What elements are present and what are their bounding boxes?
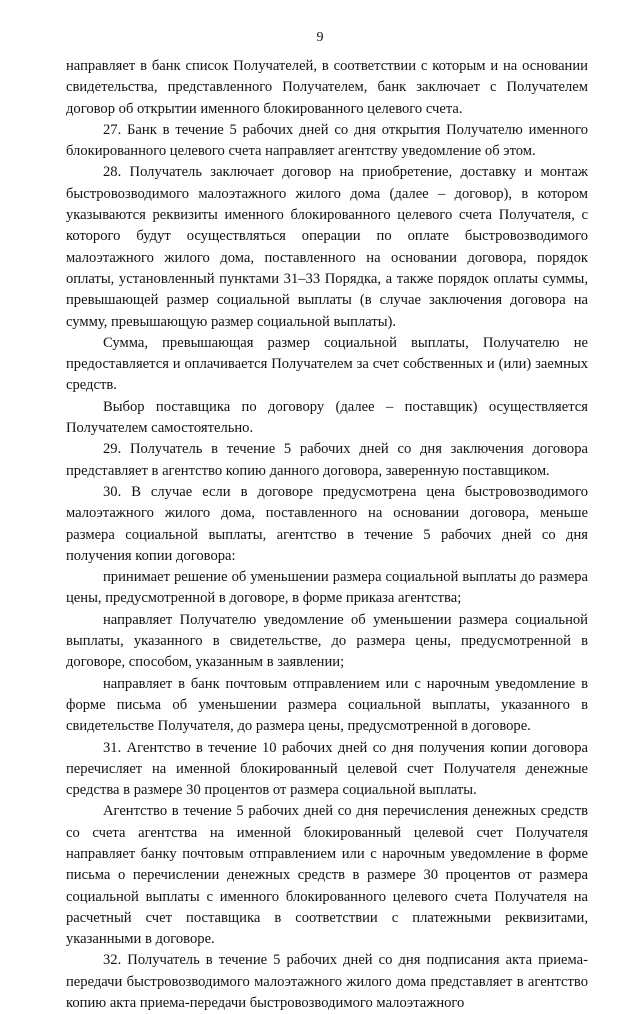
paragraph-28-amount: Сумма, превышающая размер социальной выплаты, Получателю не предоставляется и оплачивается Получателем за счет собственных и (или) заемных средств. [66, 334, 588, 394]
paragraph-28: 28. Получатель заключает договор на приобретение, доставку и монтаж быстровозводимого малоэтажного жилого дома (далее – договор), в котором указываются реквизиты именного блокированного целевого счета Получателя, с которого будут осуществляться операции по оплате быстровозводимого малоэтажного жилого дома, поставленного на основании договора, порядок оплаты, установленный пунктами 31–33 Порядка, а также порядок оплаты суммы, превышающей размер социальной выплаты (в случае заключения договора на сумму, превышающую размер социальной выплаты). [66, 164, 588, 330]
paragraph-continuation: направляет в банк список Получателей, в соответствии с которым и на основании свидетельства, представленного Получателем, банк заключает с Получателем договор об открытии именного блокированного целевого счета. [66, 58, 588, 117]
paragraph-30-item-3: направляет в банк почтовым отправлением или с нарочным уведомление в форме письма об уменьшении размера социальной выплаты, указанного в свидетельстве Получателя, до размера цены, предусмотренной в договоре. [66, 675, 588, 735]
paragraph-27: 27. Банк в течение 5 рабочих дней со дня открытия Получателю именного блокированного целевого счета направляет агентству уведомление об этом. [66, 121, 588, 160]
paragraph-28-supplier: Выбор поставщика по договору (далее – поставщик) осуществляется Получателем самостоятельно. [66, 398, 588, 437]
page-number: 9 [316, 30, 324, 45]
paragraph-29: 29. Получатель в течение 5 рабочих дней со дня заключения договора представляет в агентство копию данного договора, заверенную поставщиком. [66, 441, 588, 479]
paragraph-30-item-2: направляет Получателю уведомление об уменьшении размера социальной выплаты, указанного в свидетельстве, до размера цены, предусмотренной в договоре, способом, указанным в заявлении; [66, 611, 588, 671]
paragraph-31-notice: Агентство в течение 5 рабочих дней со дня перечисления денежных средств со счета агентства на именной блокированный целевой счет Получателя направляет банку почтовым отправлением или с нарочным уведомление в форме письма о перечислении денежных средств в размере 30 процентов от размера социальной выплаты с именного блокированного целевого счета Получателя на расчетный счет поставщика в соответствии с платежными реквизитами, указанными в договоре. [66, 803, 588, 948]
paragraph-31: 31. Агентство в течение 10 рабочих дней со дня получения копии договора перечисляет на именной блокированный целевой счет Получателя денежные средства в размере 30 процентов от размера социальной выплаты. [66, 739, 588, 799]
paragraph-30: 30. В случае если в договоре предусмотрена цена быстровозводимого малоэтажного жилого дома, поставленного на основании договора, меньше размера социальной выплаты, агентство в течение 5 рабочих дней со дня получения копии договора: [66, 483, 588, 564]
paragraph-30-item-1: принимает решение об уменьшении размера социальной выплаты до размера цены, предусмотренной в договоре, в форме приказа агентства; [66, 569, 588, 607]
paragraph-32: 32. Получатель в течение 5 рабочих дней со дня подписания акта приема-передачи быстровозводимого малоэтажного жилого дома представляет в агентство копию акта приема-передачи быстровозводимого малоэтажного [66, 952, 588, 1012]
document-body [66, 56, 588, 1014]
